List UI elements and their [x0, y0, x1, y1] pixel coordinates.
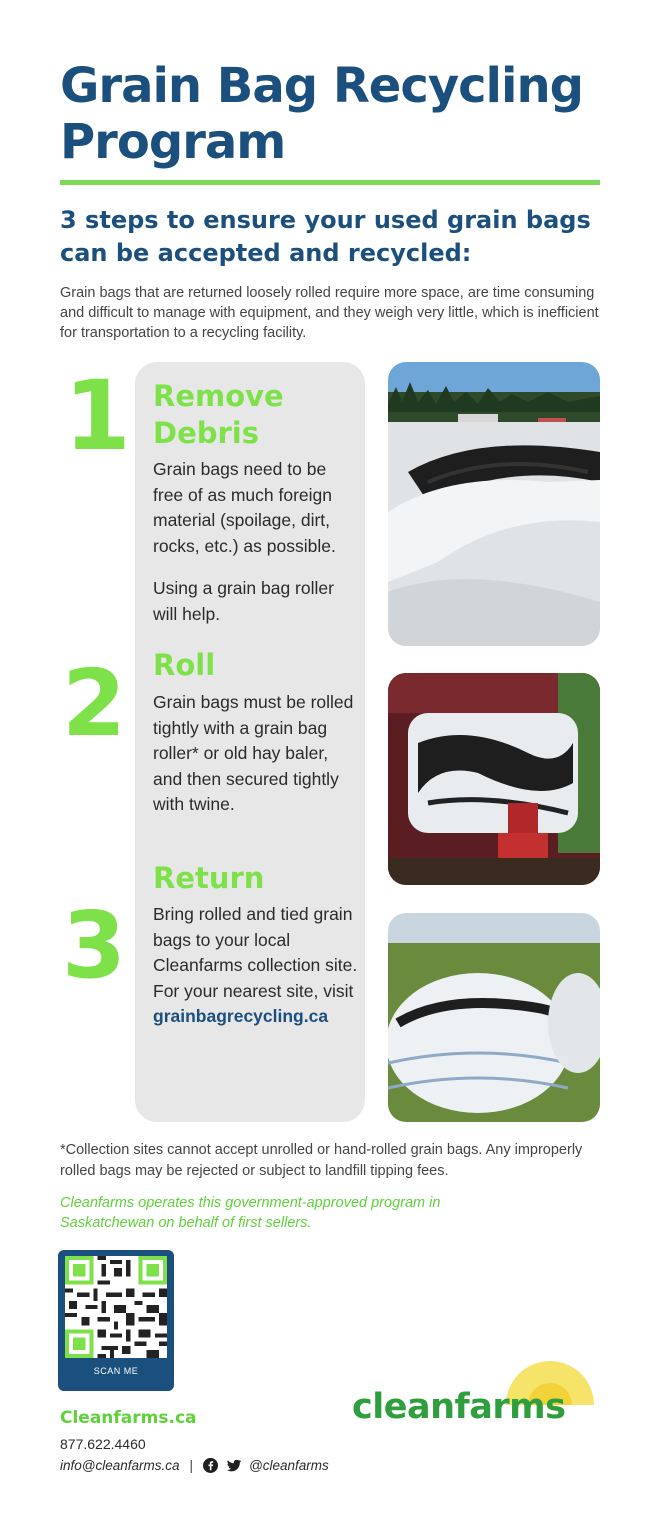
- step-1-text: Grain bags need to be free of as much foreign material (spoilage, dirt, rocks, etc.) as possible.: [153, 459, 336, 556]
- page-title: Grain Bag Recycling Program: [60, 58, 583, 170]
- scan-me-label: SCAN ME: [93, 1366, 139, 1376]
- step-3-text: [153, 902, 358, 1030]
- step-3-number: 3: [62, 892, 127, 999]
- footnote: *Collection sites cannot accept unrolled or hand-rolled grain bags. Any improperly rolled bags may be rejected or subject to landfill tipping fees.: [60, 1142, 583, 1179]
- email-link[interactable]: info@cleanfarms.ca: [60, 1458, 180, 1473]
- logo-wordmark: cleanfarms: [352, 1387, 566, 1427]
- step-1-tip: Using a grain bag roller will help.: [153, 578, 334, 624]
- step-1-title: Remove Debris: [153, 379, 284, 450]
- intro-paragraph: Grain bags that are returned loosely rolled require more space, are time consuming and difficult to manage with equipment, and they weigh very little, which is inefficient for transportation to a recycling facility.: [60, 285, 599, 341]
- contact-row: [60, 1458, 329, 1473]
- subtitle: 3 steps to ensure your used grain bags can be accepted and recycled:: [60, 206, 591, 267]
- step-2-number: 2: [62, 650, 127, 757]
- debris-photo: [388, 362, 600, 646]
- step-3-body: Bring rolled and tied grain bags to your local Cleanfarms collection site. For your nearest site, visit: [153, 904, 358, 1001]
- step-3-title: Return: [153, 861, 265, 895]
- step-1-number: 1: [64, 360, 131, 472]
- social-handle[interactable]: @cleanfarms: [249, 1458, 329, 1473]
- qr-code-image: [65, 1256, 167, 1358]
- website-link[interactable]: Cleanfarms.ca: [60, 1408, 197, 1428]
- twitter-icon[interactable]: [226, 1458, 241, 1473]
- phone-number[interactable]: 877.622.4460: [60, 1436, 146, 1452]
- title-divider: [60, 180, 600, 185]
- step-2-title: Roll: [153, 648, 216, 682]
- step-2-text: Grain bags must be rolled tightly with a grain bag roller* or old hay baler, and then secured tightly with twine.: [153, 692, 354, 814]
- cleanfarms-logo: [352, 1357, 602, 1437]
- roll-photo: [388, 673, 600, 885]
- facebook-icon[interactable]: [203, 1458, 218, 1473]
- government-note: Cleanfarms operates this government-approved program in Saskatchewan on behalf of first sellers.: [60, 1195, 441, 1231]
- contact-separator: |: [189, 1458, 194, 1473]
- return-photo: [388, 913, 600, 1122]
- grainbagrecycling-link[interactable]: grainbagrecycling.ca: [153, 1006, 329, 1026]
- qr-code[interactable]: [58, 1250, 174, 1391]
